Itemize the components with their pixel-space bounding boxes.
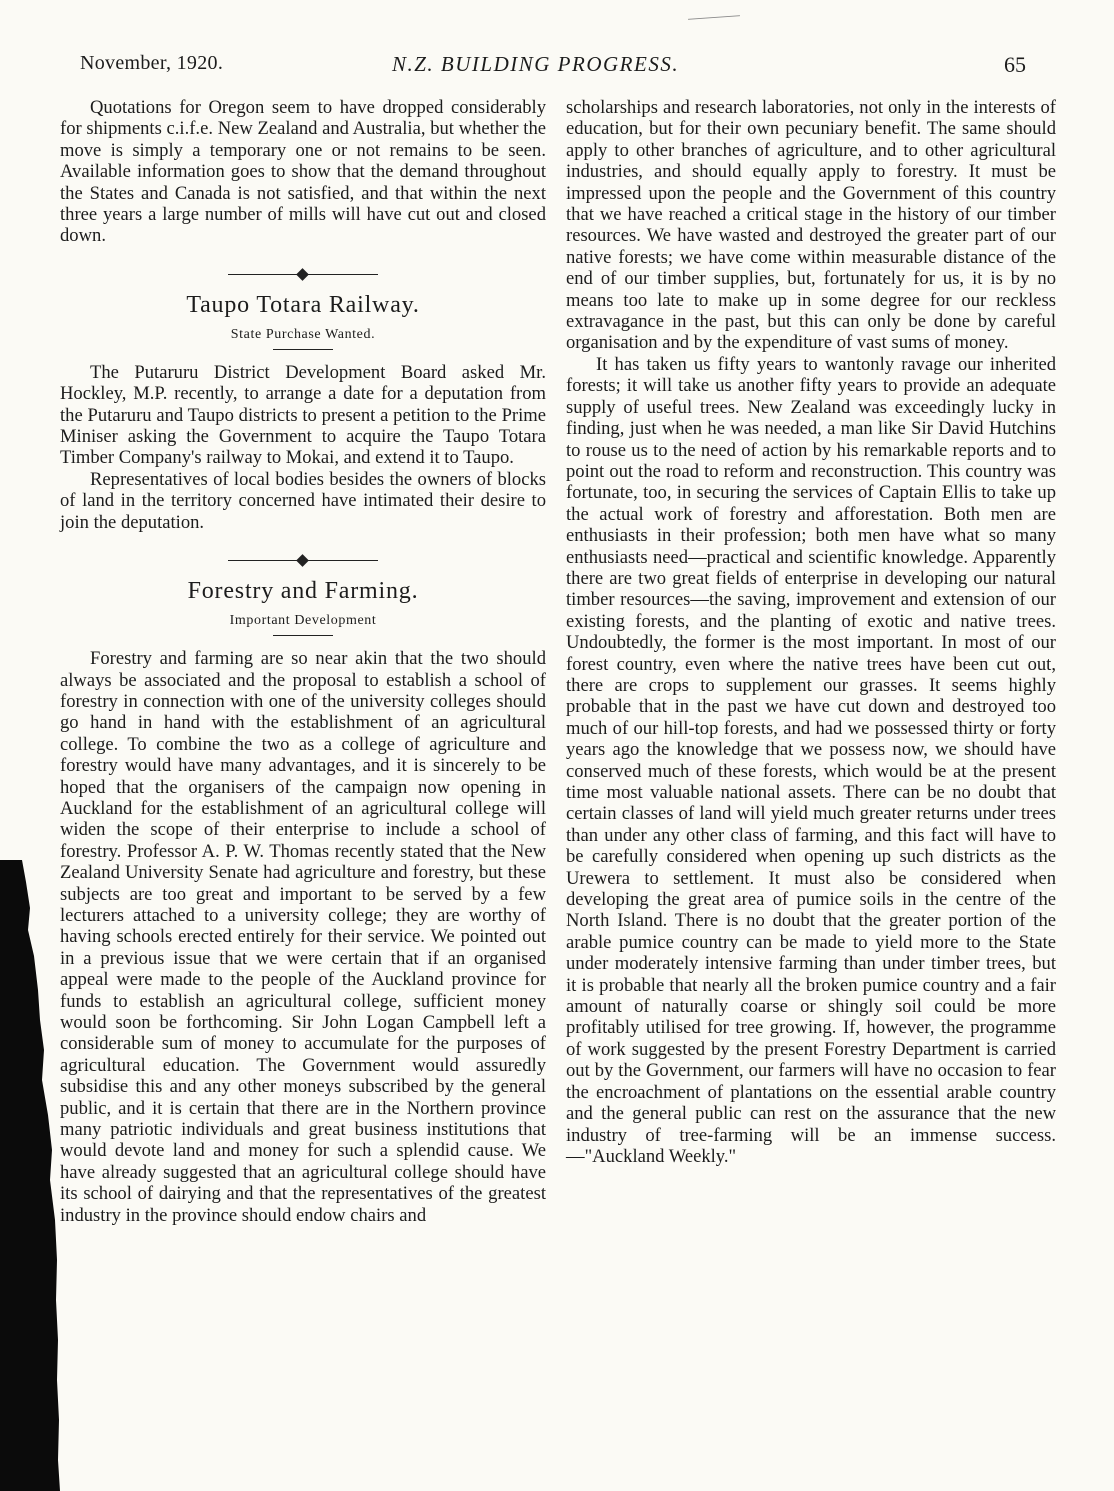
page-number: 65 [1004,52,1026,77]
page-header [80,52,1040,84]
forestry-continuation-paragraph: scholarships and research laboratories, not only in the interests of education, but for their own pecuniary benefit. The same should apply to other branches of agriculture, and to other agricultural industries, and should equally apply to forestry. It must be impressed upon the people and the Government of this country that we have reached a critical stage in the history of our timber resources. We have wasted and destroyed the greater part of our native forests; we have come within measurable distance of the end of our timber supplies, but, fortunately for us, it is by no means too late to make up in some degree for our reckless extravagance in the past, but this can only be done by careful organisation and by the expenditure of vast sums of money. [566,97,1056,354]
forestry-closing-paragraph: It has taken us fifty years to wantonly ravage our inherited forests; it will take us another fifty years to provide an adequate supply of useful trees. New Zealand was exceedingly lucky in finding, just when he was needed, a man like Sir David Hutchins to rouse us to the need of action by his remarkable reports and to point out the road to reform and reconstruction. This country was fortunate, too, in securing the services of Captain Ellis to take up the actual work of forestry and afforestation. Both men are enthusiasts in their profession; both men have what so many enthusiasts need—practical and scientific knowledge. Apparently there are two great fields of enterprise in developing our natural timber resources—the saving, improvement and extension of our existing forests, and the planting of exotic and native trees. Undoubtedly, the former is the most important. In most of our forest country, even where the native trees have been cut out, there are crops to supplement our grasses. It seems highly probable that in the past we have cut down and destroyed too much of our hill-top forests, and had we possessed thirty or forty years ago the knowledge that we possess now, we should have conserved much of these forests, which would be at the present time most valuable national assets. There can be no doubt that certain classes of land will yield much greater returns under trees than under any other class of farming, and this fact will have to be carefully considered when opening up such districts as the Urewera to settlement. It must also be considered when developing the great area of pumice soils in the centre of the North Island. There is no doubt that the greater portion of the arable pumice country can be made to yield more to the State under moderately intensive farming than under timber trees, but it is probable that nearly all the broken pumice country and a fair amount of naturally coarse or shingly soil could be more profitably utilised for tree growing. If, however, the programme of work suggested by the present Forestry Department is carried out by the Government, our farmers will have no occasion to fear the encroachment of plantations on the essential arable country and the general public can rest on the assurance that the new industry of tree-farming will be an immense success.—"Auckland Weekly." [566,353,1056,1167]
left-column [60,97,546,1226]
taupo-paragraph-1: The Putaruru District Development Board asked Mr. Hockley, M.P. recently, to arrange a date for a deputation from the Putaruru and Taupo districts to present a petition to the Prime Miniser asking the Government to acquire the Taupo Totara Timber Company's railway to Mokai, and extend it to Taupo. [60,361,546,469]
oregon-paragraph: Quotations for Oregon seem to have dropped considerably for shipments c.i.f.e. New Zealand and Australia, but whether the move is simply a temporary one or not remains to be seen. Available information goes to show that the demand throughout the States and Canada is not satisfied, and that within the next three years a large number of mills will have cut out and closed down. [60,97,546,247]
right-column [566,97,1056,1167]
forestry-headline: Forestry and Farming. [187,578,419,605]
forestry-subheading: Important Development [229,613,377,629]
diamond-ornament-icon [296,554,309,567]
section-ornament [228,555,378,567]
diamond-ornament-icon [296,268,309,281]
publication-title: N.Z. BUILDING PROGRESS. [392,52,680,76]
taupo-subheading: State Purchase Wanted. [230,326,376,342]
forestry-paragraph: Forestry and farming are so near akin that the two should always be associated and the proposal to establish a school of forestry in connection with one of the university colleges should go hand in hand with the establishment of an agricultural college. To combine the two as a college of agriculture and forestry would have many advantages, and it is sincerely to be hoped that the organisers of the campaign now opening in Auckland for the establishment of an agricultural college will widen the scope of their enterprise to include a school of forestry. Professor A. P. W. Thomas recently stated that the New Zealand University Senate had agriculture and forestry, but these subjects are too great and important to be served by a few lecturers attached to a university college; they are worthy of having schools erected entirely for their service. We pointed out in a previous issue that we were certain that if an organised appeal were made to the people of the Auckland province for funds to establish an agricultural college, sufficient money would soon be forthcoming. Sir John Logan Campbell left a considerable sum of money to accumulate for the purposes of agricultural education. The Government would assuredly subsidise this and any other moneys subscribed by the general public, and it is certain that there are in the Northern province many patriotic individuals and great business institutions that would devote land and money for such a splendid cause. We have already suggested that an agricultural college should have its school of dairying and that the representatives of the greatest industry in the province should endow chairs and [60,648,546,1226]
scan-pen-mark [688,15,740,20]
subheading-rule [273,635,333,636]
torn-edge-shadow [0,860,60,1491]
taupo-headline: Taupo Totara Railway. [186,291,420,318]
taupo-paragraph-2: Representatives of local bodies besides the owners of blocks of land in the territory concerned have intimated their desire to join the deputation. [60,468,546,533]
issue-date: November, 1920. [80,52,224,74]
section-ornament [228,269,378,281]
subheading-rule [273,349,333,350]
